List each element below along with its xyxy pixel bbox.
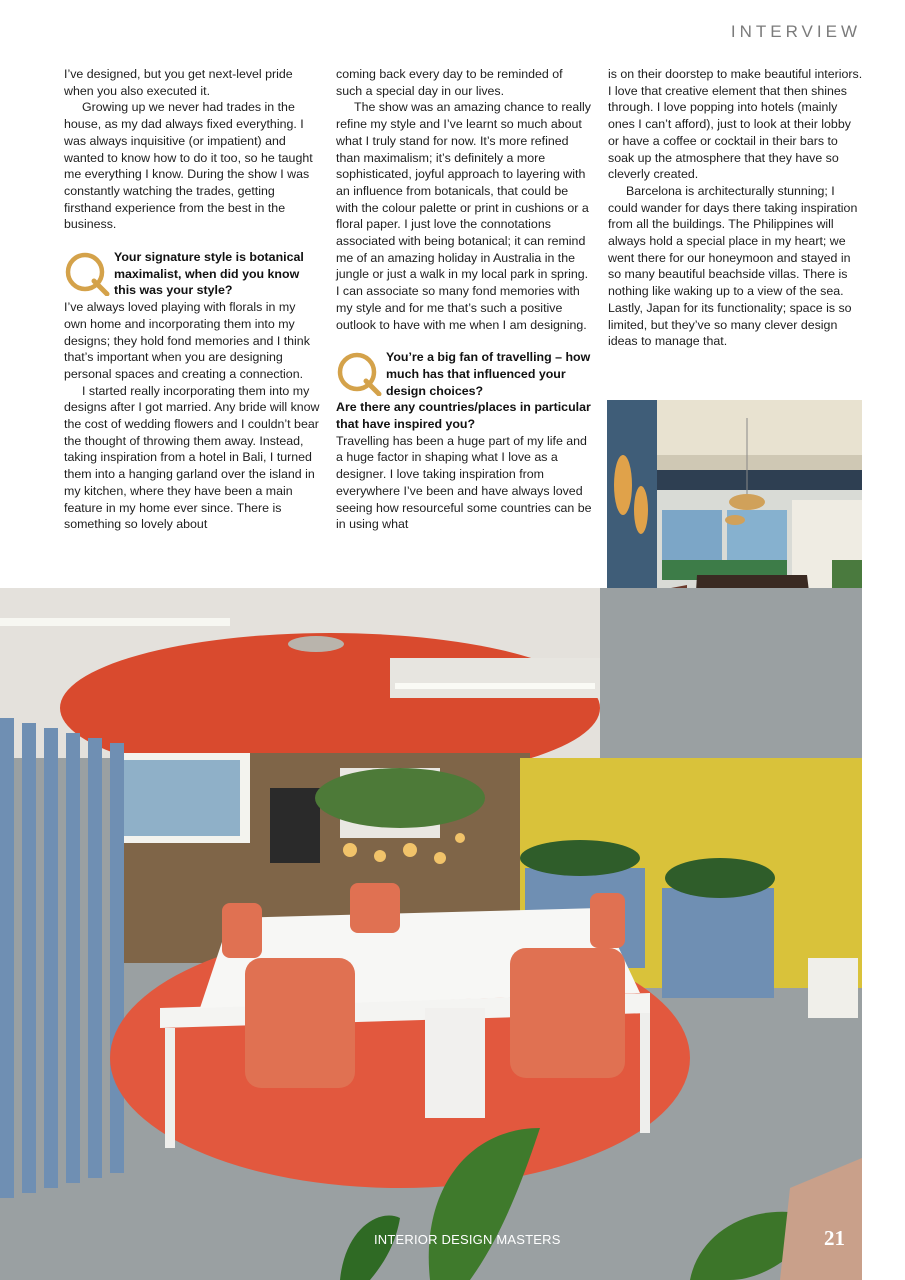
paragraph: I’ve designed, but you get next-level pride when you also executed it. [64, 67, 293, 98]
answer-paragraph: Travelling has been a huge part of my life and a huge factor in shaping what I love as a designer. I love taking inspiration from everywhere I’ve been and have always loved seeing how resourceful some countries can be in using what [336, 433, 592, 532]
paragraph: Growing up we never had trades in the house, as my dad always fixed everything. I was always inquisitive (or impatient) and wanted to know how to do it too, so he taught me everything I know. During the show I was constantly watching the trades, getting firsthand experience from the best in the business. [64, 100, 313, 232]
office-photo [0, 588, 862, 1280]
q-mark-icon [64, 250, 110, 296]
answer-paragraph: I’ve always loved playing with florals in my own home and incorporating them into my designs; they hold fond memories and I think that’s important when you are designing personal spaces and creating a connection. [64, 300, 310, 381]
text-column-3 [608, 66, 864, 350]
paragraph: coming back every day to be reminded of such a special day in our lives. [336, 67, 563, 98]
text-column-1 [64, 66, 320, 533]
question-block [64, 249, 320, 383]
text-column-2 [336, 66, 592, 533]
paragraph: Barcelona is architecturally stunning; I could wander for days there taking inspiration from all the buildings. The Philippines will always hold a special place in my heart; we went there for our honeymoon and stayed in so many beautiful beachside villas. There is nothing like waking up to a view of the sea. Lastly, Japan for its functionality; space is so limited, but they’ve so many clever design ideas to manage that. [608, 183, 858, 349]
page-number: 21 [824, 1226, 845, 1250]
question-heading: Your signature style is botanical maximalist, when did you know this was your style? [114, 250, 304, 298]
paragraph: is on their doorstep to make beautiful interiors. I love that creative element that then shines through. I love popping into hotels (mainly ones I can’t afford), just to look at their lobby or have a coffee or cocktail in their bars to soak up the atmosphere that they have so cleverly created. [608, 67, 863, 182]
paragraph: The show was an amazing chance to really refine my style and I’ve learnt so much about what I truly stand for now. It’s more refined than maximalism; it’s definitely a more sophisticated, joyful approach to layering with an influence from botanicals, that could be with the colour palette or print in cushions or a floral paper. I just love the connotations associated with being botanical; it can remind me of an amazing holiday in Australia in the jungle or just a walk in my local park in spring. I can associate so many fond memories with my style and for me that’s such a positive outlook to have with me when I am designing. [336, 100, 591, 332]
paragraph: I started really incorporating them into my designs after I got married. Any bride will know the cost of wedding flowers and I couldn’t bear the thought of throwing them away. Instead, taking inspiration from a hotel in Bali, I turned them into a hanging garland over the island in my kitchen, where they have been a main feature in my home ever since. There is something so lovely about [64, 383, 320, 532]
q-mark-icon [336, 350, 382, 396]
section-label: INTERVIEW [730, 22, 861, 41]
magazine-name: INTERIOR DESIGN MASTERS [374, 1232, 561, 1247]
question-block [336, 349, 592, 533]
question-heading: You’re a big fan of travelling – how much has that influenced your design choices? Are there any countries/places in particular that have inspired you? [336, 350, 591, 432]
